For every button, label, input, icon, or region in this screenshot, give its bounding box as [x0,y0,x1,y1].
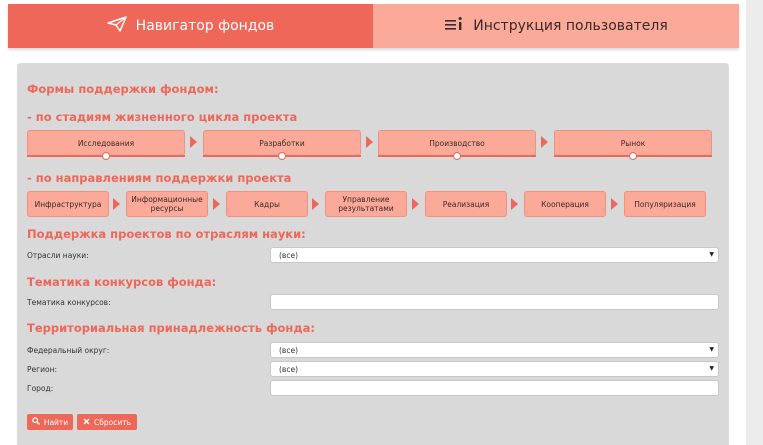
topics-label: Тематика конкурсов: [27,298,111,307]
chevron-right-icon [511,198,518,210]
city-label: Город: [27,384,54,393]
chevron-right-icon [541,136,548,148]
list-info-icon [444,16,464,36]
reset-button-label: Сбросить [94,417,131,427]
chevron-right-icon [113,198,120,210]
paper-plane-icon [107,16,127,36]
chevron-right-icon [190,136,197,148]
forms-title: Формы поддержки фондом: [27,82,219,96]
direction-personnel[interactable]: Кадры [226,191,308,217]
topics-title: Тематика конкурсов фонда: [27,275,217,289]
close-icon [83,418,90,427]
tab-instruction[interactable] [373,4,739,48]
stage-indicator-dot [102,152,110,160]
direction-results-management[interactable]: Управление результатами [325,191,407,217]
chevron-right-icon [412,198,419,210]
science-title: Поддержка проектов по отраслям науки: [27,227,306,241]
tab-instruction-label: Инструкция пользователя [473,18,668,34]
stage-indicator-dot [453,152,461,160]
find-button[interactable] [27,414,73,430]
tab-navigator-label: Навигатор фондов [135,18,275,34]
reset-button[interactable] [77,414,137,430]
science-select[interactable] [270,247,719,263]
caret-down-icon: ▼ [709,365,714,372]
chevron-right-icon [366,136,373,148]
chevron-right-icon [312,198,319,210]
direction-cooperation[interactable]: Кооперация [524,191,606,217]
direction-info-resources[interactable]: Информационные ресурсы [126,191,208,217]
territory-title: Территориальная принадлежность фонда: [27,321,315,335]
stage-indicator-dot [629,152,637,160]
district-label: Федеральный округ: [27,346,110,355]
chevron-right-icon [213,198,220,210]
stage-development[interactable]: Разработки [203,130,361,156]
district-select-value: (все) [279,345,299,355]
search-icon [32,417,40,427]
science-select-value: (все) [279,250,299,260]
stage-market[interactable]: Рынок [554,130,712,156]
chevron-right-icon [611,198,618,210]
caret-down-icon: ▼ [709,251,714,258]
topics-input[interactable] [270,294,719,310]
directions-title: - по направлениям поддержки проекта [27,171,292,185]
direction-popularization[interactable]: Популяризация [624,191,706,217]
caret-down-icon: ▼ [709,346,714,353]
region-select-value: (все) [279,364,299,374]
find-button-label: Найти [43,417,69,427]
direction-infrastructure[interactable]: Инфраструктура [27,191,109,217]
page-scrollbar[interactable] [746,0,763,445]
tab-navigator[interactable] [8,4,373,48]
stage-research[interactable]: Исследования [27,130,185,156]
region-select[interactable] [270,361,719,377]
lifecycle-title: - по стадиям жизненного цикла проекта [27,110,298,124]
district-select[interactable] [270,342,719,358]
city-input[interactable] [270,380,719,396]
top-tabs [8,4,739,48]
stage-production[interactable]: Производство [378,130,536,156]
direction-implementation[interactable]: Реализация [425,191,507,217]
region-label: Регион: [27,365,57,374]
science-label: Отрасли науки: [27,251,89,260]
stage-indicator-dot [278,152,286,160]
